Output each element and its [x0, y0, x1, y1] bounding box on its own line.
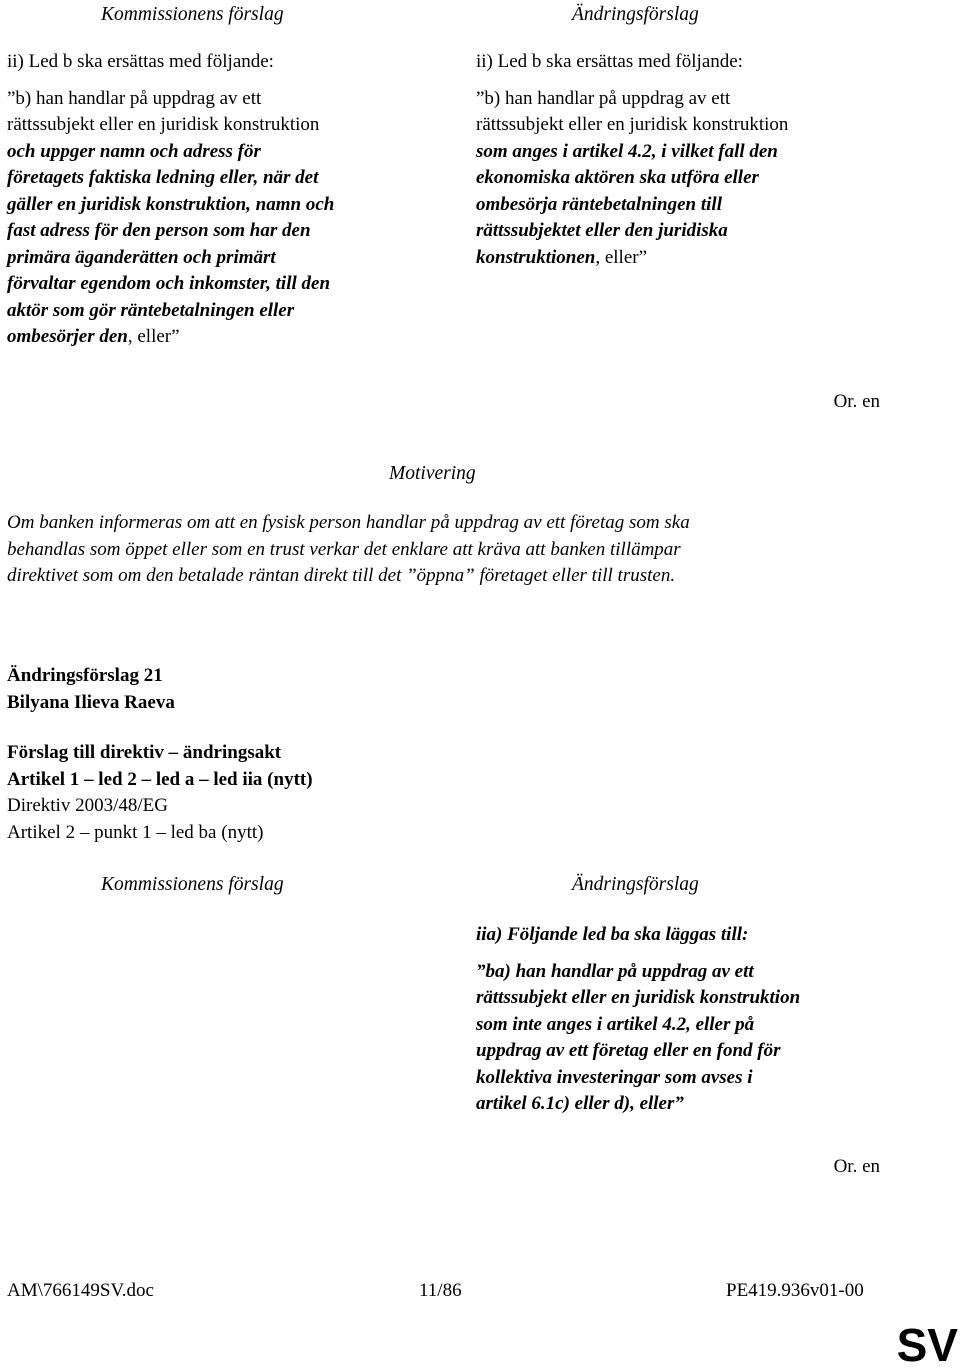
text-line: förvaltar egendom och inkomster, till den — [7, 273, 331, 294]
text-line-emphasis: konstruktionen — [476, 246, 596, 268]
text-line: aktör som gör räntebetalningen eller — [7, 299, 295, 321]
text-line: ombesörja räntebetalningen till — [476, 193, 722, 215]
column-header-amendment: Ändringsförslag — [572, 874, 699, 895]
text-line: direktivet som om den betalade räntan direkt till det ”öppna” företaget eller till trusten. — [7, 565, 676, 586]
language-code: SV — [896, 1319, 958, 1371]
text-line: rättssubjekt eller en juridisk konstruktion — [476, 987, 801, 1008]
text-line: som inte anges i artikel 4.2, eller på — [476, 1013, 755, 1035]
commission-text — [7, 49, 447, 351]
proposal-title: Förslag till direktiv – ändringsakt — [7, 742, 282, 763]
column-header-commission: Kommissionens förslag — [101, 4, 284, 25]
text-line: företagets faktiska ledning eller, när det — [7, 167, 319, 188]
original-language: Or. en — [833, 1156, 880, 1177]
justification-text — [7, 510, 947, 590]
text-line: ekonomiska aktören ska utföra eller — [476, 167, 759, 188]
text-line: fast adress för den person som har den — [7, 220, 311, 241]
commission-intro: ii) Led b ska ersättas med följande: — [7, 51, 274, 72]
text-line: rättssubjekt eller en juridisk konstruktion — [476, 114, 789, 135]
text-line: ”b) han handlar på uppdrag av ett — [476, 87, 731, 109]
footer-pe-ref: PE419.936v01-00 — [726, 1280, 864, 1301]
text-line: behandlas som öppet eller som en trust verkar det enklare att kräva att banken tillämpar — [7, 538, 681, 560]
amendment-intro: ii) Led b ska ersättas med följande: — [476, 51, 743, 72]
text-line: ”b) han handlar på uppdrag av ett — [7, 87, 262, 109]
text-line: och uppger namn och adress för — [7, 140, 261, 162]
amendment-header — [7, 663, 313, 846]
text-line-tail: , eller” — [595, 246, 648, 268]
text-line-emphasis: ombesörjer den — [7, 326, 128, 347]
text-line: gäller en juridisk konstruktion, namn och — [7, 193, 335, 215]
text-line: kollektiva investeringar som avses i — [476, 1066, 753, 1088]
footer-page-number: 11/86 — [419, 1280, 462, 1301]
amendment-text — [476, 49, 916, 271]
column-header-amendment: Ändringsförslag — [572, 4, 699, 25]
text-line: ”ba) han handlar på uppdrag av ett — [476, 960, 754, 982]
directive-reference: Direktiv 2003/48/EG — [7, 795, 168, 816]
original-language: Or. en — [833, 391, 880, 412]
amendment-text — [476, 922, 916, 1118]
amendment-author: Bilyana Ilieva Raeva — [7, 691, 175, 713]
text-line: rättssubjekt eller en juridisk konstruktion — [7, 114, 320, 135]
text-line: uppdrag av ett företag eller en fond för — [476, 1040, 781, 1061]
text-line: som anges i artikel 4.2, i vilket fall den — [476, 140, 778, 162]
column-header-commission: Kommissionens förslag — [101, 874, 284, 895]
text-line-tail: , eller” — [127, 326, 180, 347]
footer-doc-ref: AM\766149SV.doc — [7, 1280, 154, 1301]
text-line: rättssubjektet eller den juridiska — [476, 220, 728, 241]
text-line: artikel 6.1c) eller d), eller” — [476, 1093, 684, 1114]
amendment-intro: iia) Följande led ba ska läggas till: — [476, 924, 749, 945]
article-reference: Artikel 1 – led 2 – led a – led iia (nytt) — [7, 768, 313, 790]
justification-heading: Motivering — [389, 463, 476, 484]
directive-article: Artikel 2 – punkt 1 – led ba (nytt) — [7, 821, 264, 843]
amendment-number: Ändringsförslag 21 — [7, 665, 163, 686]
text-line: Om banken informeras om att en fysisk person handlar på uppdrag av ett företag som ska — [7, 512, 690, 533]
text-line: primära äganderätten och primärt — [7, 246, 276, 268]
